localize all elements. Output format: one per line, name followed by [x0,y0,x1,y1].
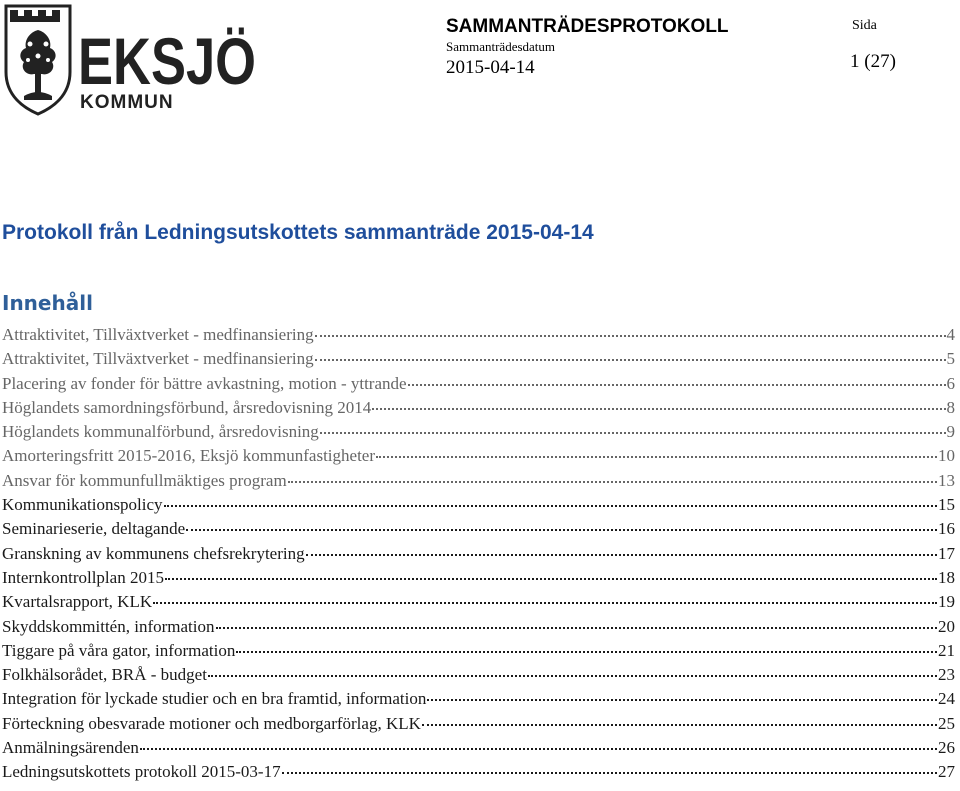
toc-entry-page: 17 [938,543,955,563]
eksjo-kommun-logo [0,0,262,118]
toc-dot-leader [320,432,946,434]
toc-entry-label: Amorteringsfritt 2015-2016, Eksjö kommunfastigheter [2,446,375,466]
toc-entry-label: Ledningsutskottets protokoll 2015-03-17 [2,762,281,782]
toc-entry-page: 13 [938,470,955,490]
toc-entry-label: Ansvar för kommunfullmäktiges program [2,470,287,490]
toc-dot-leader [288,481,937,483]
toc-heading: Innehåll [2,291,93,315]
toc-entry-page: 18 [938,567,955,587]
meeting-date: 2015-04-14 [446,57,535,78]
toc-entry[interactable] [2,713,955,737]
svg-text:KOMMUN: KOMMUN [80,92,174,113]
toc-entry-page: 24 [938,689,955,709]
toc-entry-page: 9 [946,422,955,442]
toc-entry-label: Folkhälsorådet, BRÅ - budget [2,665,207,685]
toc-entry-label: Integration för lyckade studier och en bra framtid, information [2,689,427,709]
toc-entry-label: Internkontrollplan 2015 [2,567,164,587]
toc-entry-label: Anmälningsärenden [2,738,139,758]
toc-entry[interactable] [2,373,955,397]
toc-entry-label: Placering av fonder för bättre avkastning, motion - yttrande [2,373,407,393]
meeting-date-label: Sammanträdesdatum [446,39,556,54]
toc-entry[interactable] [2,567,955,591]
toc-entry-page: 19 [938,592,955,612]
toc-entry[interactable] [2,445,955,469]
toc-entry-page: 23 [938,665,955,685]
toc-entry-label: Tiggare på våra gator, information [2,640,236,660]
toc-dot-leader [153,602,937,604]
toc-entry[interactable] [2,688,955,712]
toc-entry[interactable] [2,470,955,494]
toc-entry-label: Skyddskommittén, information [2,616,215,636]
toc-dot-leader [140,748,937,750]
toc-dot-leader [372,408,945,410]
toc-entry[interactable] [2,494,955,518]
protocol-title: SAMMANTRÄDESPROTOKOLL [446,16,729,37]
toc-entry[interactable] [2,421,955,445]
toc-dot-leader [216,627,938,629]
toc-dot-leader [315,359,946,361]
toc-entry-page: 8 [946,397,955,417]
toc-entry-label: Granskning av kommunens chefsrekrytering [2,543,305,563]
toc-entry[interactable] [2,640,955,664]
toc-entry-label: Attraktivitet, Tillväxtverket - medfinansiering [2,349,314,369]
toc-entry[interactable] [2,543,955,567]
toc-entry-page: 10 [938,446,955,466]
toc-entry[interactable] [2,761,955,785]
toc-dot-leader [236,651,937,653]
page-number: 1 (27) [850,51,896,72]
toc-entry[interactable] [2,518,955,542]
toc-entry-label: Seminarieserie, deltagande [2,519,186,539]
toc-dot-leader [165,578,937,580]
toc-entry-page: 27 [938,762,955,782]
toc-entry-page: 16 [938,519,955,539]
toc-entry[interactable] [2,324,955,348]
toc-dot-leader [315,335,946,337]
coat-of-arms-icon [0,0,262,118]
toc-entry-label: Attraktivitet, Tillväxtverket - medfinansiering [2,325,314,344]
toc-entry-label: Höglandets samordningsförbund, årsredovisning 2014 [2,397,372,417]
document-title: Protokoll från Ledningsutskottets sammanträde 2015-04-14 [2,221,594,244]
page-label: Sida [852,18,877,33]
toc-entry[interactable] [2,737,955,761]
toc-entry-label: Förteckning obesvarade motioner och medborgarförlag, KLK [2,713,421,733]
toc-dot-leader [422,724,937,726]
toc-dot-leader [208,675,937,677]
toc-entry[interactable] [2,348,955,372]
toc-dot-leader [408,384,946,386]
toc-entry-label: Kommunikationspolicy [2,495,163,515]
toc-entry[interactable] [2,591,955,615]
toc-entry-label: Höglandets kommunalförbund, årsredovisning [2,422,319,442]
svg-text:EKSJÖ: EKSJÖ [78,24,256,98]
toc-entry-page: 20 [938,616,955,636]
toc-dot-leader [282,772,937,774]
table-of-contents [2,324,955,786]
toc-entry-page: 25 [938,713,955,733]
toc-entry-page: 4 [946,325,955,344]
toc-dot-leader [186,529,937,531]
toc-entry-page: 21 [938,640,955,660]
toc-dot-leader [427,699,937,701]
toc-entry[interactable] [2,397,955,421]
toc-entry-page: 5 [946,349,955,369]
toc-dot-leader [164,505,937,507]
toc-entry[interactable] [2,664,955,688]
toc-dot-leader [306,554,937,556]
toc-entry[interactable] [2,616,955,640]
toc-entry-page: 15 [938,495,955,515]
toc-dot-leader [376,456,937,458]
toc-entry-page: 26 [938,738,955,758]
toc-entry-label: Kvartalsrapport, KLK [2,592,153,612]
toc-entry-page: 6 [946,373,955,393]
